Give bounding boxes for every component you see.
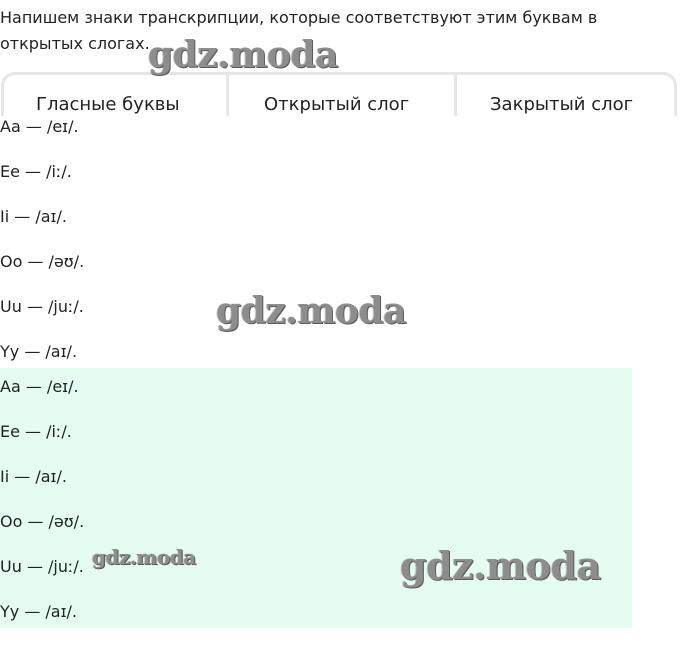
list-item: Yy — /aɪ/. (0, 602, 78, 621)
intro-line-2: открытых слогах. (0, 34, 150, 53)
list-item: Aa — /eɪ/. (0, 377, 79, 396)
list-item: Ii — /aɪ/. (0, 207, 67, 226)
list-item: Ee — /iː/. (0, 162, 72, 181)
watermark: gdz.moda (92, 545, 196, 569)
answer-block-green (0, 368, 632, 628)
column-header-vowels: Гласные буквы (36, 94, 180, 115)
column-header-open-syllable: Открытый слог (264, 94, 410, 115)
column-divider (454, 72, 457, 116)
watermark: gdz.moda (216, 290, 406, 332)
column-divider (226, 72, 229, 116)
list-item: Oo — /əʊ/. (0, 252, 85, 271)
list-item: Uu — /juː/. (0, 557, 84, 576)
intro-line-1: Напишем знаки транскрипции, которые соответствуют этим буквам в (0, 8, 598, 27)
list-item: Ee — /iː/. (0, 422, 72, 441)
list-item: Uu — /juː/. (0, 297, 84, 316)
watermark: gdz.moda (148, 34, 338, 76)
list-item: Aa — /eɪ/. (0, 117, 79, 136)
column-header-closed-syllable: Закрытый слог (490, 94, 634, 115)
list-item: Oo — /əʊ/. (0, 512, 85, 531)
list-item: Ii — /aɪ/. (0, 467, 67, 486)
watermark: gdz.moda (400, 543, 601, 588)
table-header-area (0, 72, 680, 116)
list-item: Yy — /aɪ/. (0, 342, 78, 361)
